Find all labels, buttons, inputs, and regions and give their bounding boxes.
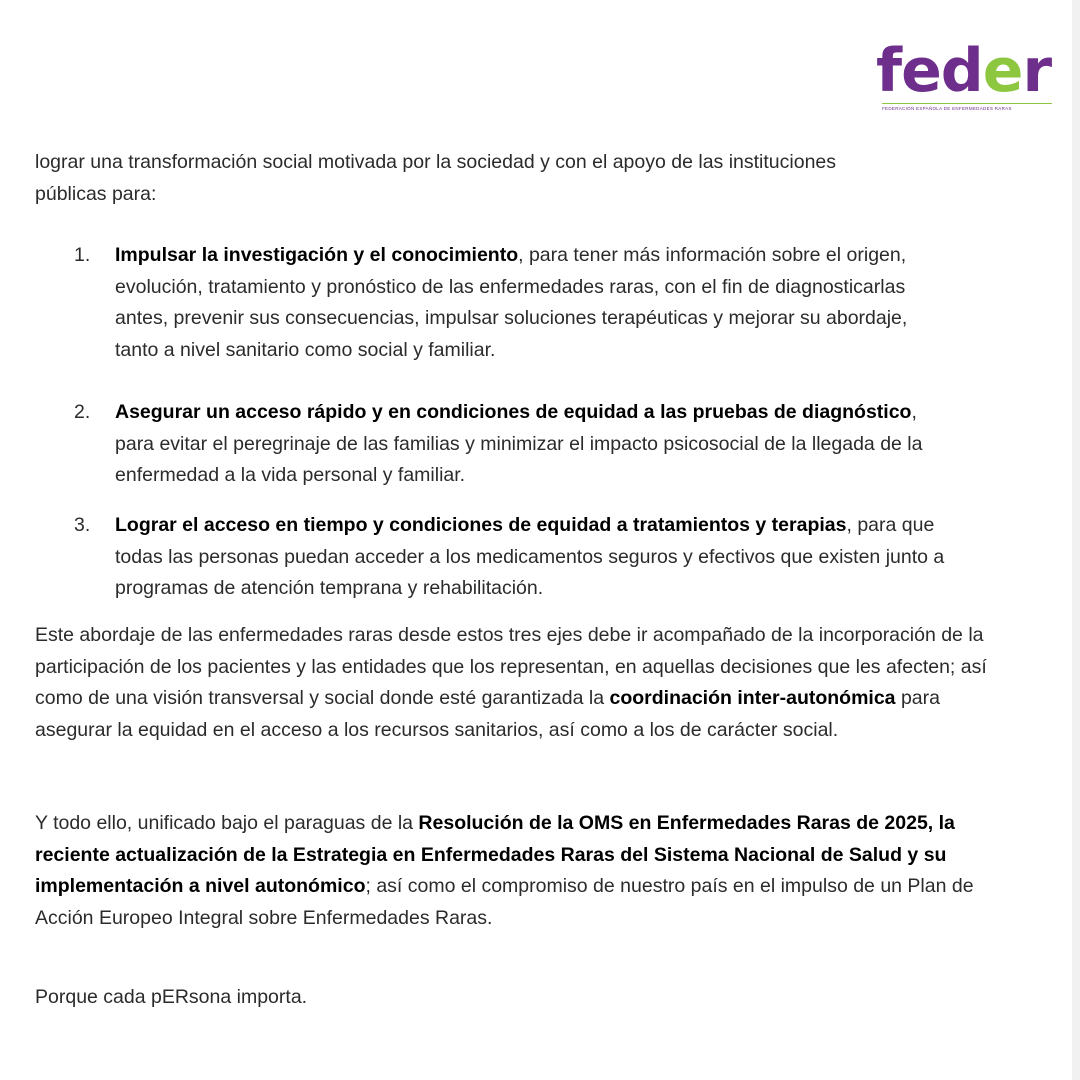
- logo-tagline: FEDERACIÓN ESPAÑOLA DE ENFERMEDADES RARAS: [882, 106, 1012, 111]
- list-item-description: , para tener más información sobre el origen, evolución, tratamiento y pronóstico de las enfermedades raras, con el fin de diagnosticarlas antes, prevenir sus consecuencias, impulsar soluciones terapéuticas y mejorar su abordaje, tanto a nivel sanitario como social y familiar.: [115, 244, 908, 361]
- intro-paragraph: lograr una transformación social motivada por la sociedad y con el apoyo de las instituciones públicas para:: [35, 151, 837, 205]
- feder-logo: [876, 36, 1062, 112]
- logo-wordmark-e: e: [982, 36, 1023, 106]
- resolution-text-start: Y todo ello, unificado bajo el paraguas de la: [35, 812, 419, 834]
- approach-text-end: para asegurar la equidad en el acceso a los recursos sanitarios, así como a los de carácter social.: [35, 687, 940, 741]
- closing-line: Porque cada pERsona importa.: [35, 986, 308, 1008]
- list-item-text: [115, 397, 955, 492]
- logo-wordmark-fed: fed: [876, 36, 983, 106]
- list-item-description: , para evitar el peregrinaje de las familias y minimizar el impacto psicosocial de la llegada de la enfermedad a la vida personal y familiar.: [115, 401, 923, 486]
- resolution-paragraph: [35, 808, 985, 934]
- list-item-text: [115, 510, 955, 605]
- resolution-text-end: ; así como el compromiso de nuestro país en el impulso de un Plan de Acción Europeo Integral sobre Enfermedades Raras.: [35, 875, 974, 929]
- list-number: 1.: [74, 244, 91, 266]
- page-edge: [1072, 0, 1080, 1080]
- list-item-heading: Impulsar la investigación y el conocimiento: [115, 244, 519, 266]
- approach-paragraph: [35, 620, 995, 746]
- resolution-highlight: Resolución de la OMS en Enfermedades Raras de 2025, la reciente actualización de la Estrategia en Enfermedades Raras del Sistema Nacional de Salud y su implementación a nivel autonómico: [35, 812, 955, 897]
- list-number: 3.: [74, 514, 91, 536]
- list-item-heading: Lograr el acceso en tiempo y condiciones de equidad a tratamientos y terapias: [115, 514, 847, 536]
- logo-wordmark-r: r: [1022, 36, 1052, 106]
- list-number: 2.: [74, 401, 91, 423]
- approach-text-start: Este abordaje de las enfermedades raras desde estos tres ejes debe ir acompañado de la incorporación de la participación de los pacientes y las entidades que los representan, en aquellas decisiones que les afecten; así como de una visión transversal y social donde esté garantizada la: [35, 624, 987, 709]
- approach-highlight: coordinación inter-autonómica: [609, 687, 896, 709]
- list-item-text: [115, 240, 955, 366]
- logo-wordmark: [876, 36, 1062, 106]
- list-item-description: , para que todas las personas puedan acceder a los medicamentos seguros y efectivos que existen junto a programas de atención temprana y rehabilitación.: [115, 514, 945, 599]
- list-item-heading: Asegurar un acceso rápido y en condiciones de equidad a las pruebas de diagnóstico: [115, 401, 912, 423]
